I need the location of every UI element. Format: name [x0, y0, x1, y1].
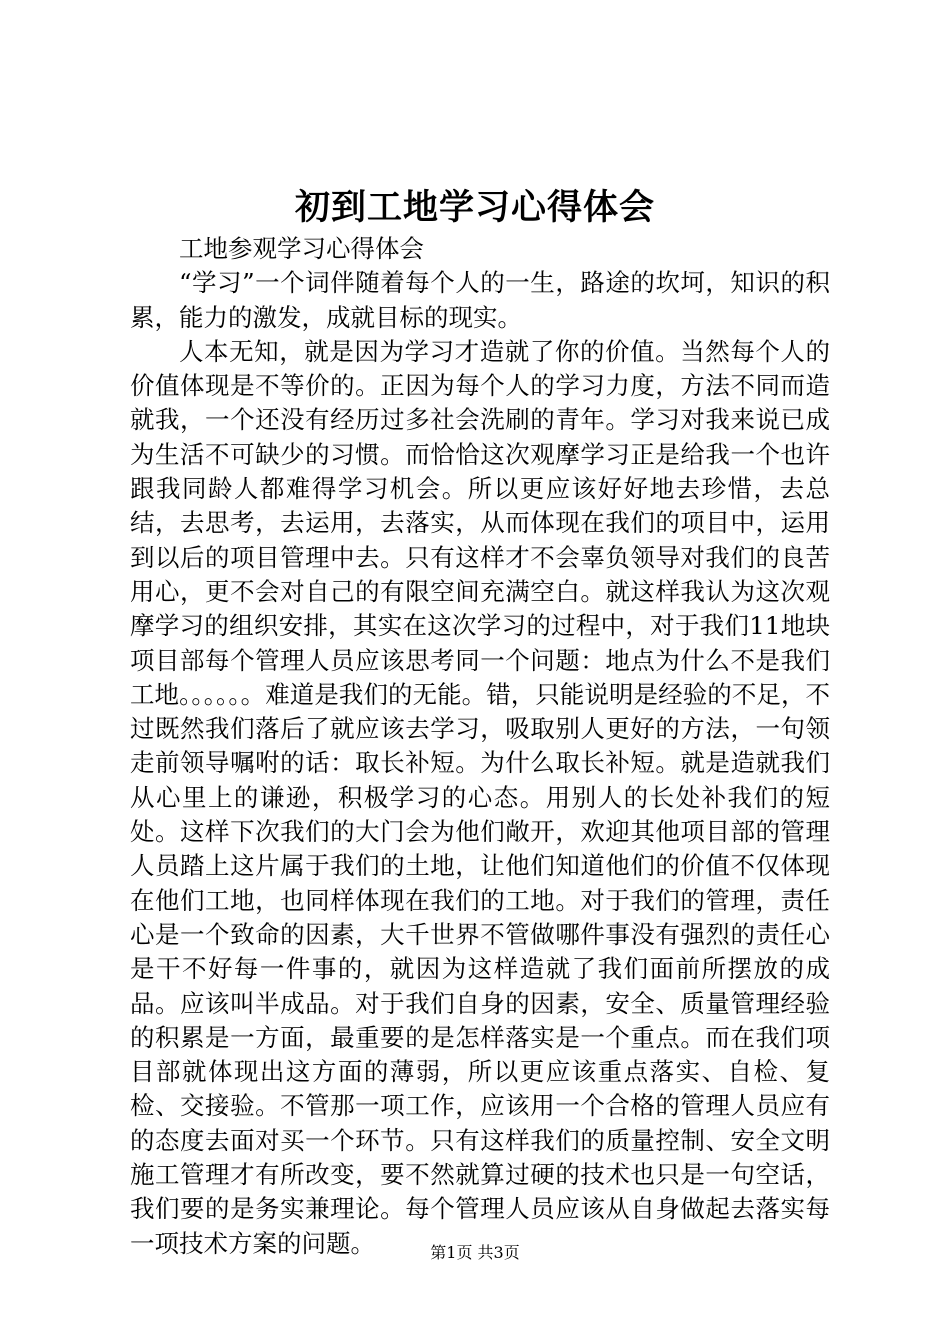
main-paragraph: 人本无知，就是因为学习才造就了你的价值。当然每个人的价值体现是不等价的。正因为每个人的学习力度，方法不同而造就我，一个还没有经历过多社会洗刷的青年。学习对我来说已成为生活不可缺少的习惯。而恰恰这次观摩学习正是给我一个也许跟我同龄人都难得学习机会。所以更应该好好地去珍惜，去总结，去思考，去运用，去落实，从而体现在我们的项目中，运用到以后的项目管理中去。只有这样才不会辜负领导对我们的良苦用心，更不会对自己的有限空间充满空白。就这样我认为这次观摩学习的组织安排，其实在这次学习的过程中，对于我们11地块项目部每个管理人员应该思考同一个问题：地点为什么不是我们工地。。。。。。难道是我们的无能。错，只能说明是经验的不足，不过既然我们落后了就应该去学习，吸取别人更好的方法，一句领走前领导嘱咐的话：取长补短。为什么取长补短。就是造就我们从心里上的谦逊，积极学习的心态。用别人的长处补我们的短处。这样下次我们的大门会为他们敞开，欢迎其他项目部的管理人员踏上这片属于我们的土地，让他们知道他们的价值不仅体现在他们工地，也同样体现在我们的工地。对于我们的管理，责任心是一个致命的因素，大千世界不管做哪件事没有强烈的责任心是干不好每一件事的，就因为这样造就了我们面前所摆放的成品。应该叫半成品。对于我们自身的因素，安全、质量管理经验的积累是一方面，最重要的是怎样落实是一个重点。而在我们项目部就体现出这方面的薄弱，所以更应该重点落实、自检、复检、交接验。不管那一项工作，应该用一个合格的管理人员应有的态度去面对买一个环节。只有这样我们的质量控制、安全文明施工管理才有所改变，要不然就算过硬的技术也只是一句空话，我们要的是务实兼理论。每个管理人员应该从自身做起去落实每一项技术方案的问题。 — [130, 336, 830, 1258]
page-number: 第1页 共3页 — [430, 1243, 520, 1262]
document-body — [130, 232, 830, 1261]
intro-paragraph: “学习”一个词伴随着每个人的一生，路途的坎坷，知识的积累，能力的激发，成就目标的现实。 — [130, 268, 830, 332]
subtitle-paragraph: 工地参观学习心得体会 — [179, 234, 424, 263]
document-title: 初到工地学习心得体会 — [294, 187, 655, 228]
